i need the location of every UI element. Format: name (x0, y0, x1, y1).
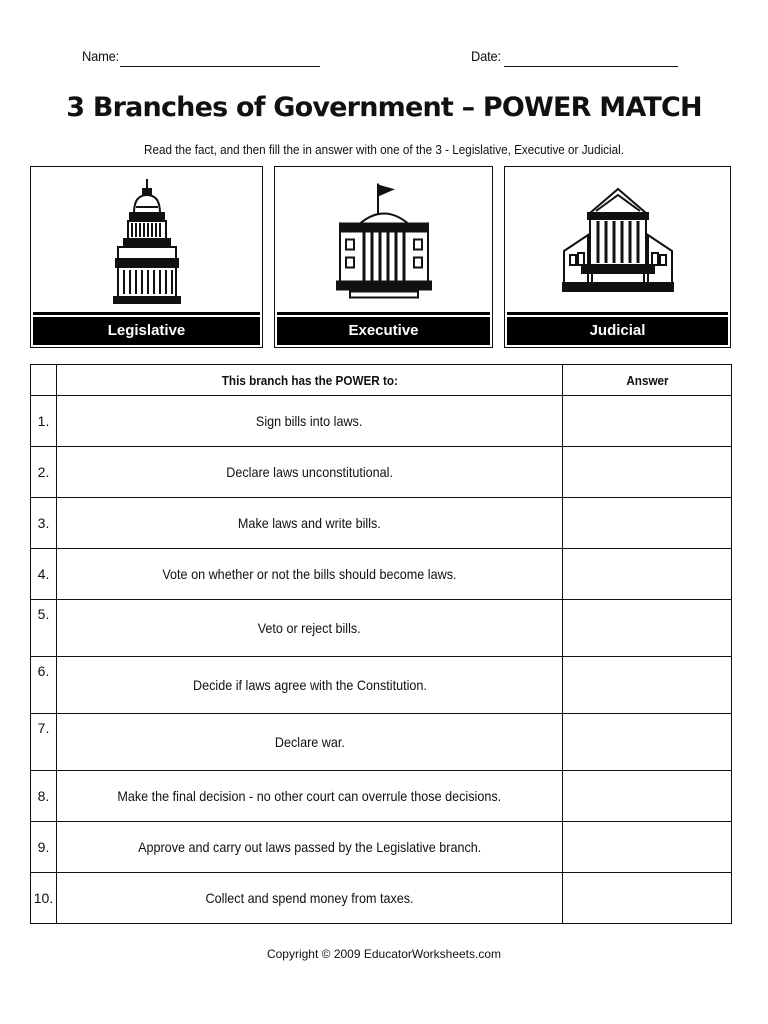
row-number: 5. (31, 600, 57, 657)
supreme-court-icon (562, 187, 674, 297)
row-statement: Decide if laws agree with the Constitution. (57, 657, 563, 714)
date-field[interactable] (504, 66, 678, 67)
table-row (31, 549, 732, 600)
row-number: 7. (31, 714, 57, 771)
page-title: 3 Branches of Government – POWER MATCH (66, 92, 702, 123)
table-row (31, 396, 732, 447)
answer-cell[interactable] (563, 771, 732, 822)
answer-cell[interactable] (563, 447, 732, 498)
answer-cell[interactable] (563, 498, 732, 549)
branch-label-executive: Executive (277, 315, 490, 345)
row-statement: Declare war. (57, 714, 563, 771)
capitol-building-icon (112, 177, 182, 307)
row-number: 8. (31, 771, 57, 822)
row-number: 9. (31, 822, 57, 873)
row-statement: Sign bills into laws. (57, 396, 563, 447)
table-row (31, 822, 732, 873)
answer-cell[interactable] (563, 657, 732, 714)
branch-label-legislative: Legislative (33, 315, 260, 345)
copyright-footer: Copyright © 2009 EducatorWorksheets.com (266, 947, 502, 961)
row-statement: Make the final decision - no other court can overrule those decisions. (57, 771, 563, 822)
table-row (31, 657, 732, 714)
table-row (31, 771, 732, 822)
answer-cell[interactable] (563, 600, 732, 657)
table-row (31, 873, 732, 924)
answer-cell[interactable] (563, 822, 732, 873)
power-match-table (30, 364, 732, 924)
date-label: Date: (471, 48, 501, 64)
row-statement: Veto or reject bills. (57, 600, 563, 657)
header-answer: Answer (563, 365, 732, 396)
row-number: 1. (31, 396, 57, 447)
row-number: 4. (31, 549, 57, 600)
table-header-row (31, 365, 732, 396)
white-house-icon (336, 180, 432, 305)
header-number-cell (31, 365, 57, 396)
branch-legislative (30, 166, 263, 348)
row-statement: Make laws and write bills. (57, 498, 563, 549)
row-number: 3. (31, 498, 57, 549)
table-row (31, 447, 732, 498)
table-row (31, 714, 732, 771)
table-row (31, 498, 732, 549)
row-statement: Vote on whether or not the bills should become laws. (57, 549, 563, 600)
header-statement: This branch has the POWER to: (57, 365, 563, 396)
branch-executive (274, 166, 493, 348)
branch-judicial (504, 166, 731, 348)
answer-cell[interactable] (563, 873, 732, 924)
row-number: 2. (31, 447, 57, 498)
answer-cell[interactable] (563, 549, 732, 600)
table-row (31, 600, 732, 657)
answer-cell[interactable] (563, 396, 732, 447)
branch-label-judicial: Judicial (507, 315, 728, 345)
row-number: 10. (31, 873, 57, 924)
row-number: 6. (31, 657, 57, 714)
answer-cell[interactable] (563, 714, 732, 771)
row-statement: Collect and spend money from taxes. (57, 873, 563, 924)
row-statement: Declare laws unconstitutional. (57, 447, 563, 498)
instructions: Read the fact, and then fill the in answer with one of the 3 - Legislative, Executive or Judicial. (144, 142, 624, 157)
row-statement: Approve and carry out laws passed by the Legislative branch. (57, 822, 563, 873)
name-label: Name: (82, 48, 120, 64)
name-field[interactable] (120, 66, 320, 67)
